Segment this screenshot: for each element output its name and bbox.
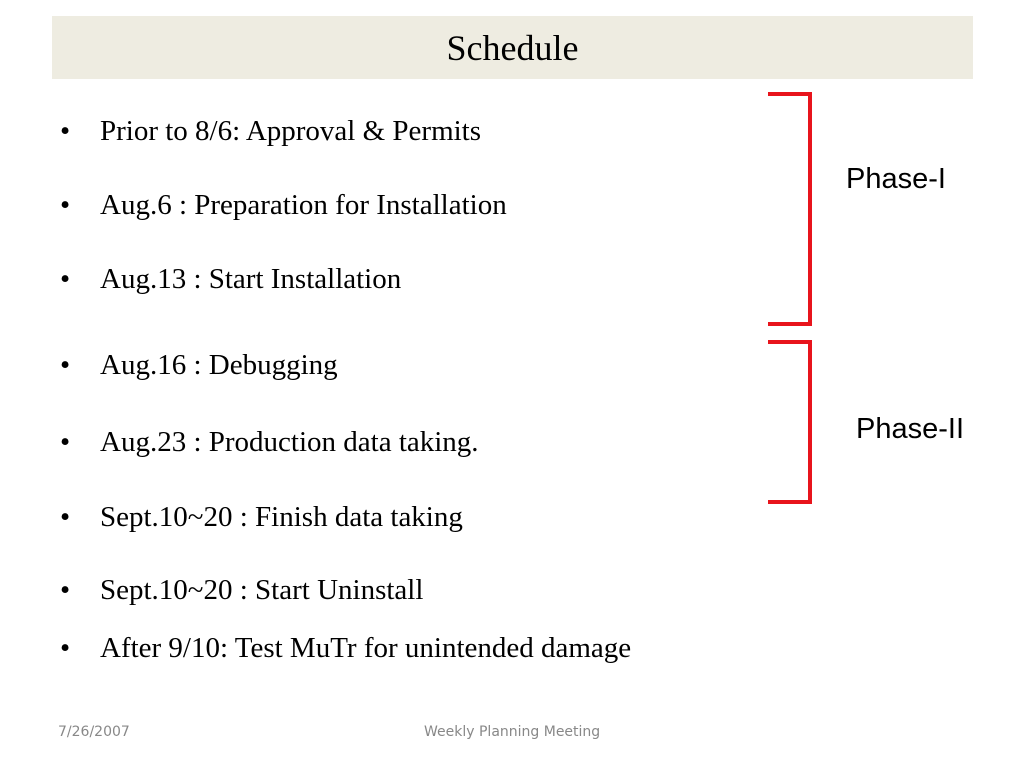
bullet-dot-icon: •: [60, 189, 71, 221]
bullet-text: Aug.16 : Debugging: [100, 349, 338, 381]
bullet-text: Sept.10~20 : Start Uninstall: [100, 574, 424, 606]
bullet-dot-icon: •: [60, 349, 71, 381]
bullet-dot-icon: •: [60, 426, 71, 458]
phase-1-bracket: [768, 92, 812, 326]
bullet-dot-icon: •: [60, 632, 71, 664]
title-bar: [52, 16, 973, 79]
phase-2-bracket: [768, 340, 812, 504]
bullet-dot-icon: •: [60, 115, 71, 147]
footer-meeting-name: Weekly Planning Meeting: [424, 724, 601, 740]
bullet-text: Aug.13 : Start Installation: [100, 263, 402, 295]
bullet-text: Prior to 8/6: Approval & Permits: [100, 115, 482, 147]
footer-date: 7/26/2007: [58, 724, 130, 740]
bullet-text: Aug.23 : Production data taking.: [100, 426, 479, 458]
bullet-text: After 9/10: Test MuTr for unintended damage: [100, 632, 632, 664]
phase-1-label: Phase-I: [846, 163, 946, 195]
bullet-text: Aug.6 : Preparation for Installation: [100, 189, 507, 221]
bullet-dot-icon: •: [60, 501, 71, 533]
bullet-dot-icon: •: [60, 263, 71, 295]
bullet-text: Sept.10~20 : Finish data taking: [100, 501, 463, 533]
phase-2-label: Phase-II: [856, 413, 964, 445]
bullet-dot-icon: •: [60, 574, 71, 606]
slide-title: Schedule: [446, 27, 579, 68]
